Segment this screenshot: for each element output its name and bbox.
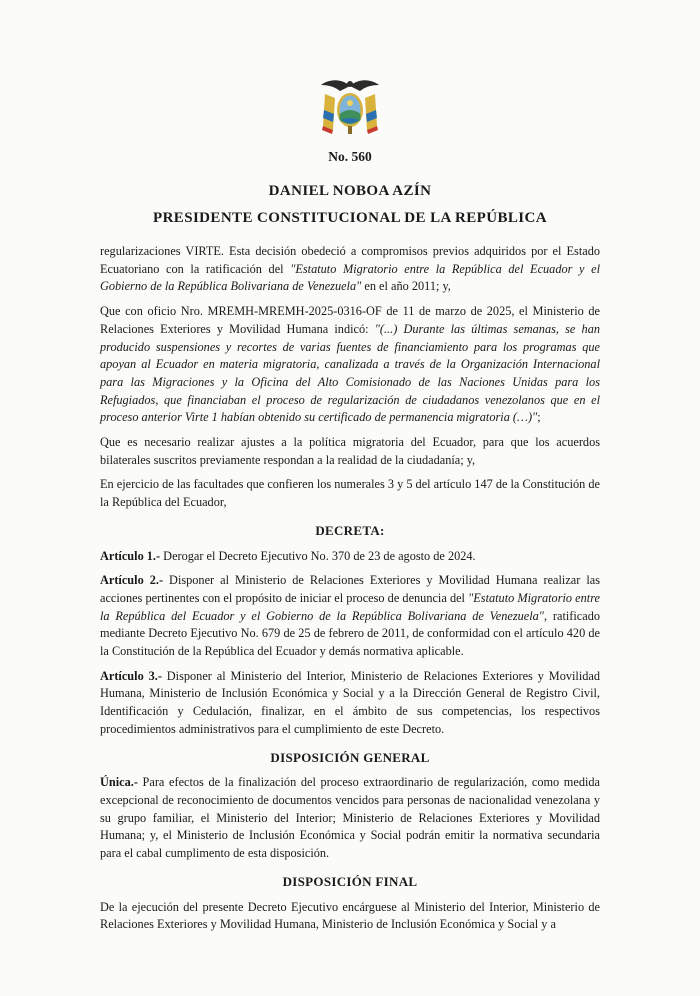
general-provision: Única.- Para efectos de la finalización del proceso extraordinario de regularización, como medida excepcional de reconocimiento de documentos vencidos para personas de nacionalidad venezolana y su grupo familiar, el Ministerio del Interior; Ministerio de Relaciones Exteriores y Movilidad Humana; y, el Ministerio de Inclusión Económica y Social podrán emitir la normativa secundaria para el cabal cumplimento de esta disposición. bbox=[100, 775, 600, 861]
article-3: Artículo 3.- Disponer al Ministerio del Interior, Ministerio de Relaciones Exteriores y Movilidad Humana, Ministerio de Inclusión Económica y Social y a la Dirección General de Registro Civil, Identificación y Cedulación, finalizar, en el ámbito de sus competencias, los respectivos procedimientos administrativos para el cumplimiento de este Decreto. bbox=[100, 668, 600, 736]
president-title: PRESIDENTE CONSTITUCIONAL DE LA REPÚBLICA bbox=[153, 210, 547, 226]
paragraph-facultades: En ejercicio de las facultades que confieren los numerales 3 y 5 del artículo 147 de la Constitución de la República del Ecuador, bbox=[100, 477, 600, 510]
president-name: DANIEL NOBOA AZÍN bbox=[268, 183, 432, 199]
paragraph-oficio: Que con oficio Nro. MREMH-MREMH-2025-0316-OF de 11 de marzo de 2025, el Ministerio de Relaciones Exteriores y Movilidad Humana indicó: "(...) Durante las últimas semanas, se han producido suspensiones y recortes de varias fuentes de financiamiento para los programas que apoyan al Ecuador en materia migratoria, canalizada a través de la Organización Internacional para las Migraciones y la Oficina del Alto Comisionado de las Naciones Unidas para los Refugiados, que financiaban el proceso de regularización de ciudadanos venezolanos que en el proceso anterior Virte 1 habían obtenido su certificado de permanencia migratoria (…)"; bbox=[100, 304, 600, 425]
final-provision-heading: DISPOSICIÓN FINAL bbox=[282, 873, 418, 889]
ecuador-coat-of-arms-icon bbox=[319, 76, 381, 136]
article-2: Artículo 2.- Disponer al Ministerio de Relaciones Exteriores y Movilidad Humana realizar las acciones pertinentes con el propósito de iniciar el proceso de denuncia del "Estatuto Migratorio entre la República del Ecuador y el Gobierno de la República Bolivariana de Venezuela", ratificado mediante Decreto Ejecutivo No. 679 de 25 de febrero de 2011, de conformidad con el artículo 420 de la Constitución de la República del Ecuador y demás normativa aplicable. bbox=[100, 573, 601, 659]
article-1: Artículo 1.- Derogar el Decreto Ejecutivo No. 370 de 23 de agosto de 2024. bbox=[100, 548, 476, 563]
decreta-heading: DECRETA: bbox=[315, 522, 385, 538]
decree-number: No. 560 bbox=[328, 149, 372, 164]
paragraph-ajustes: Que es necesario realizar ajustes a la política migratoria del Ecuador, para que los acuerdos bilaterales suscritos previamente respondan a la realidad de la ciudadanía; y, bbox=[100, 435, 600, 467]
paragraph-virte: regularizaciones VIRTE. Esta decisión obedeció a compromisos previos adquiridos por el Estado Ecuatoriano con la ratificación del "Estatuto Migratorio entre la República del Ecuador y el Gobierno de la República Bolivariana de Venezuela" en el año 2011; y, bbox=[100, 244, 600, 294]
final-provision: De la ejecución del presente Decreto Ejecutivo encárguese al Ministerio del Interior, Ministerio de Relaciones Exteriores y Movilidad Humana, Ministerio de Inclusión Económica y Social y a bbox=[100, 899, 600, 932]
document-body bbox=[100, 243, 600, 941]
general-provision-heading: DISPOSICIÓN GENERAL bbox=[270, 749, 430, 765]
